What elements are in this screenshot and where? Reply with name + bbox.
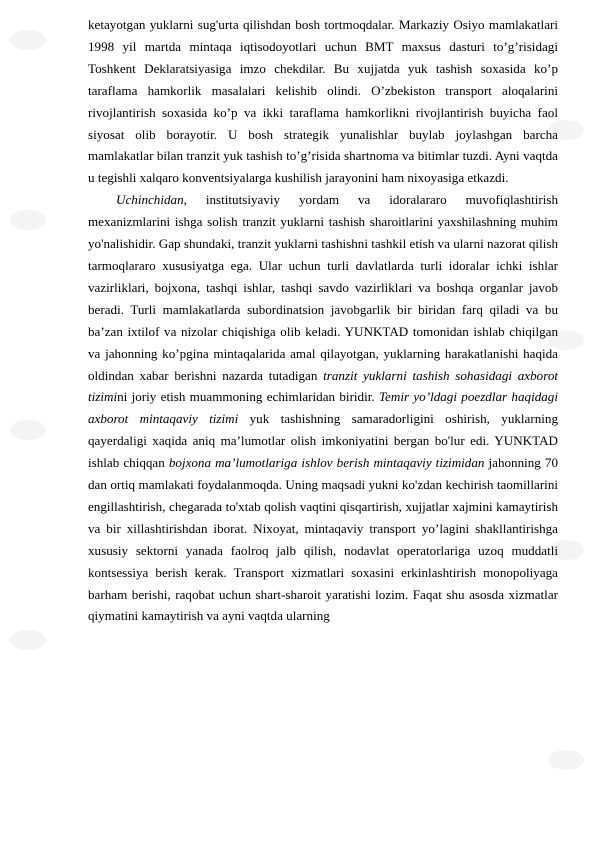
watermark-mark [10,630,46,650]
paragraph-2-italic-2: Temir yo’ldagi poezdlar haqidagi axborot mintaqaviy tizimi [88,389,558,427]
paragraph-2-italic-3: bojxona ma’lumotlariga ishlov berish mintaqaviy tizimidan [168,455,485,471]
paragraph-2-text-4: jahonning 70 dan ortiq mamlakati foydalanmoqda. Uning maqsadi yukni ko'zdan kechirish taomillarini engillashtirish, chegarada to'xtab qolish vaqtini qisqartirish, xujjatlar xajmini kamaytirish va bir xillashtirishdan iborat. Nixoyat, mintaqaviy transport yo’lagini shakllantirishga xususiy sektorni yanada faolroq jalb qilish, nodavlat operatorlariga uzoq muddatli kontsessiya berish kerak. Transport xizmatlari soxasini erkinlashtirish monopoliyaga barham berishi, raqobat uchun shart-sharoit yaratishi lozim. Faqat shu asosda xizmatlar qiymatini kamaytirish va ayni vaqtda ularning [88,455,559,624]
paragraph-2-text-3: yuk tashishning samaradorligini oshirish, yuklarning qayerdaligi xaqida aniq ma’lumotlar olish imkoniyatini bergan bo'lur edi. YUNKTAD ishlab chiqqan [88,411,559,471]
watermark-mark [10,30,46,50]
watermark-mark [10,420,46,440]
watermark-mark [10,210,46,230]
paragraph-2-text-2: ni joriy etish muammoning echimlaridan biridir. [117,389,379,405]
document-page [88,14,558,627]
paragraph-2-lead: Uchinchidan [116,192,184,208]
paragraph-1: ketayotgan yuklarni sug'urta qilishdan bosh tortmoqdalar. Markaziy Osiyo mamlakatlari 1998 yil martda mintaqa iqtisodoyotlari uchun BMT maxsus dasturi to’g’risidagi Toshkent Deklaratsiyasiga imzo chekdilar. Bu xujjatda yuk tashish soxasida ko’p taraflama hamkorlik masalalari kelishib olindi. O’zbekiston transport aloqalarini rivojlantirish soxasida ko’p va ikki taraflama hamkorlikni rivojlantirish buyicha faol siyosat olib borayotir. U bosh strategik yunalishlar buylab joylashgan barcha mamlakatlar bilan tranzit yuk tashish to’g’risida shartnoma va bitimlar tuzdi. Ayni vaqtda u tegishli xalqaro konventsiyalarga kushilish jarayonini ham nixoyasiga etkazdi. [88,17,558,186]
paragraph-2 [88,189,558,627]
watermark-mark [548,750,584,770]
paragraph-2-text-1: , institutsiyaviy yordam va idoralararo muvofiqlashtirish mexanizmlarini ishga solish tranzit yuklarni tashish sharoitlarini yaxshilashning muhim yo'nalishidir. Gap shundaki, tranzit yuklarni tashishni tashkil etish va ularni nazorat qilish tarmoqlararo xususiyatga ega. Ular uchun turli davlatlarda turli idoralar ichki ishlar vazirliklari, bojxona, tashqi ishlar, tashqi savdo vazirliklari va boshqa organlar javob beradi. Turli mamlakatlarda subordinatsion javobgarlik bir biridan farq qiladi va bu ba’zan ixtilof va nizolar chiqishiga olib keladi. YUNKTAD tomonidan ishlab chiqilgan va jahonning ko’pgina mintaqalarida amal qilayotgan, yuklarning harakatlanishi haqida oldindan xabar berishni nazarda tutadigan [88,192,558,383]
paragraph-2-italic-1: tranzit yuklarni tashish sohasidagi axborot tizimi [88,367,558,405]
